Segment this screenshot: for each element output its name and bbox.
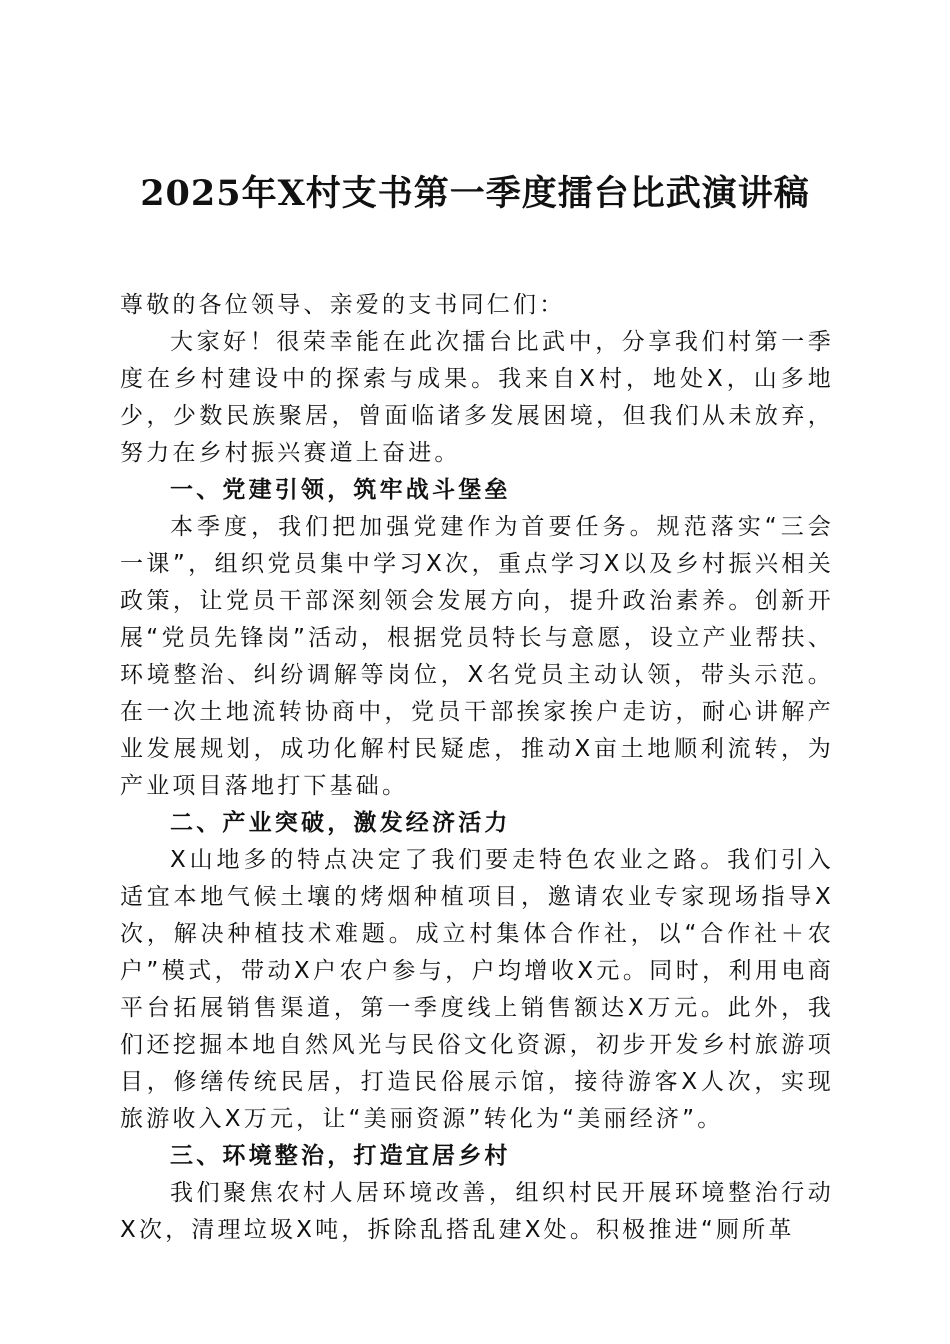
intro-paragraph: 大家好！很荣幸能在此次擂台比武中，分享我们村第一季度在乡村建设中的探索与成果。我来自X村，地处X，山多地少，少数民族聚居，曾面临诸多发展困境，但我们从未放弃，努力在乡村振兴赛道上奋进。 xyxy=(120,329,834,466)
document-title: 2025年X村支书第一季度擂台比武演讲稿 xyxy=(140,173,810,214)
salutation: 尊敬的各位领导、亲爱的支书同仁们： xyxy=(120,292,566,318)
section-paragraph: X山地多的特点决定了我们要走特色农业之路。我们引入适宜本地气候土壤的烤烟种植项目，邀请农业专家现场指导X次，解决种植技术难题。成立村集体合作社，以“合作社＋农户”模式，带动X户农户参与，户均增收X元。同时，利用电商平台拓展销售渠道，第一季度线上销售额达X万元。此外，我们还挖掘本地自然风光与民俗文化资源，初步开发乡村旅游项目，修缮传统民居，打造民俗展示馆，接待游客X人次，实现旅游收入X万元，让“美丽资源”转化为“美丽经济”。 xyxy=(120,847,835,1132)
section-paragraph: 本季度，我们把加强党建作为首要任务。规范落实“三会一课”，组织党员集中学习X次，重点学习X以及乡村振兴相关政策，让党员干部深刻领会发展方向，提升政治素养。创新开展“党员先锋岗”活动，根据党员特长与意愿，设立产业帮扶、环境整治、纠纷调解等岗位，X名党员主动认领，带头示范。在一次土地流转协商中，党员干部挨家挨户走访，耐心讲解产业发展规划，成功化解村民疑虑，推动X亩土地顺利流转，为产业项目落地打下基础。 xyxy=(120,514,834,799)
section-heading: 三、环境整治，打造宜居乡村 xyxy=(170,1143,511,1169)
document-body xyxy=(120,287,834,1249)
section-heading: 二、产业突破，激发经济活力 xyxy=(170,810,511,836)
section-paragraph: 我们聚焦农村人居环境改善，组织村民开展环境整治行动X次，清理垃圾X吨，拆除乱搭乱建X处。积极推进“厕所革 xyxy=(120,1180,834,1243)
section-heading: 一、党建引领，筑牢战斗堡垒 xyxy=(170,477,511,503)
